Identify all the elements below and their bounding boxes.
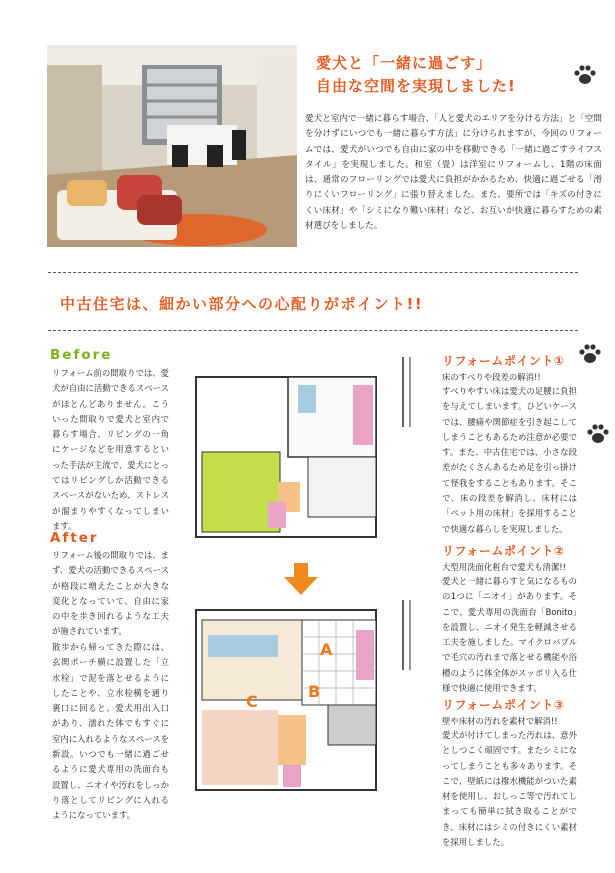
divider	[48, 330, 578, 331]
point-3-subtitle: 壁や床材の汚れを素材で解消!!	[442, 716, 558, 726]
point-1-subtitle: 床のすべりや段差の解消!!	[442, 372, 541, 382]
hero-heading	[316, 52, 556, 98]
hero-title-line2: 自由な空間を実現しました!	[316, 77, 516, 95]
point-1-title: リフォームポイント①	[442, 354, 565, 368]
after-text-1: リフォーム後の間取りでは、まず、愛犬の活動できるスペースが格段に増えたことが大きな変化となっていて、自由に家の中を歩き回れるような工夫が施されています。	[52, 550, 169, 637]
hero-body-text: 愛犬と室内で一緒に暮らす場合、「人と愛犬のエリアを分ける方法」と「空間を分けずにいつでも一緒に暮らす方法」に分けられますが、今回のリフォームでは、愛犬がいつでも自由に家の中を移動できる「一緒に過ごすライフスタイル」を実現しました。和室（畳）は洋室にリフォームし、1階の床面は、通常のフローリングでは愛犬に負担がかかるため、快適に過ごせる「滑りにくいフローリング」に張り替えました。また、要所では「キズの付きにくい床材」や「シミになり難い床材」など、お互いが快適に暮らすための素材選びをしました。	[305, 114, 602, 232]
living-room-photo	[47, 45, 297, 247]
point-2-text: 愛犬と一緒に暮らすと気になるものの1つに「ニオイ」があります。そこで、愛犬専用の洗面台「Bonito」を設置し、ニオイ発生を軽減させる工夫を施しました。マイクロバブルで毛穴の汚れまで落とせる機能や浴槽のように体全体がスッポリ入る仕様で快適に使用できます。	[442, 576, 577, 694]
hero-title-line1: 愛犬と「一緒に過ごす」	[316, 54, 493, 72]
plan-marker-c: C	[246, 692, 258, 711]
divider	[48, 272, 578, 273]
before-text: リフォーム前の間取りでは、愛犬が自由に活動できるスペースがほとんどありません。こういった間取りで愛犬と室内で暮らす場合、リビングの一角にケージなどを用意するといった手法が主流で、愛犬にとってはリビングしか活動できるスペースがないため、ストレスが溜まりやすくなってしまいます。	[52, 368, 169, 531]
point-2-title: リフォームポイント②	[442, 544, 565, 558]
after-label: After	[50, 530, 99, 546]
point-3-title: リフォームポイント③	[442, 698, 565, 712]
paw-icon	[585, 423, 611, 449]
point-2-subtitle: 大型用洗面化粧台で愛犬も清潔!!	[442, 562, 566, 572]
before-label: Before	[50, 347, 113, 363]
after-text-2: 散歩から帰ってきた際には、玄関ポーチ横に設置した「立水栓」で泥を落とせるようにしたことや、立水栓横を通り裏口に回ると、愛犬用出入口があり、濡れた体でもすぐに室内に入れるようなスペースを新設。いつでも一緒に過ごせるように愛犬専用の洗面台も設置し、ニオイや汚れをしっかり落としてリビングに入れるようになっています。	[52, 642, 169, 821]
plan-marker-a: A	[320, 640, 333, 659]
section-title: 中古住宅は、細かい部分への心配りがポイント!!	[60, 295, 424, 313]
paw-icon	[577, 343, 603, 369]
before-floor-plan	[178, 357, 418, 561]
after-floor-plan	[178, 600, 418, 814]
down-arrow-icon	[284, 563, 318, 599]
point-3-text: 愛犬が付けてしまった汚れは、意外としつこく頑固です。またシミになってしまうことも多々あります。そこで、壁紙には撥水機能がついた素材を使用し、おしっこ等で汚れてしまっても簡単に拭き取ることができ、床材にはシミの付きにくい素材を採用しました。	[442, 730, 577, 848]
paw-icon	[572, 64, 598, 90]
plan-marker-b: B	[308, 682, 321, 701]
point-1-text: すべりやすい床は愛犬の足腰に負担を与えてしまいます。ひどいケースでは、腰痛や関節症を引き起こしてしまうこともあるため注意が必要です。また、中古住宅では、小さな段差がたくさんあるため足を引っ掛けて怪我をすることもあります。そこで、床の段差を解消し、床材には「ペット用の床材」を採用することで快適な暮らしを実現しました。	[442, 386, 577, 534]
